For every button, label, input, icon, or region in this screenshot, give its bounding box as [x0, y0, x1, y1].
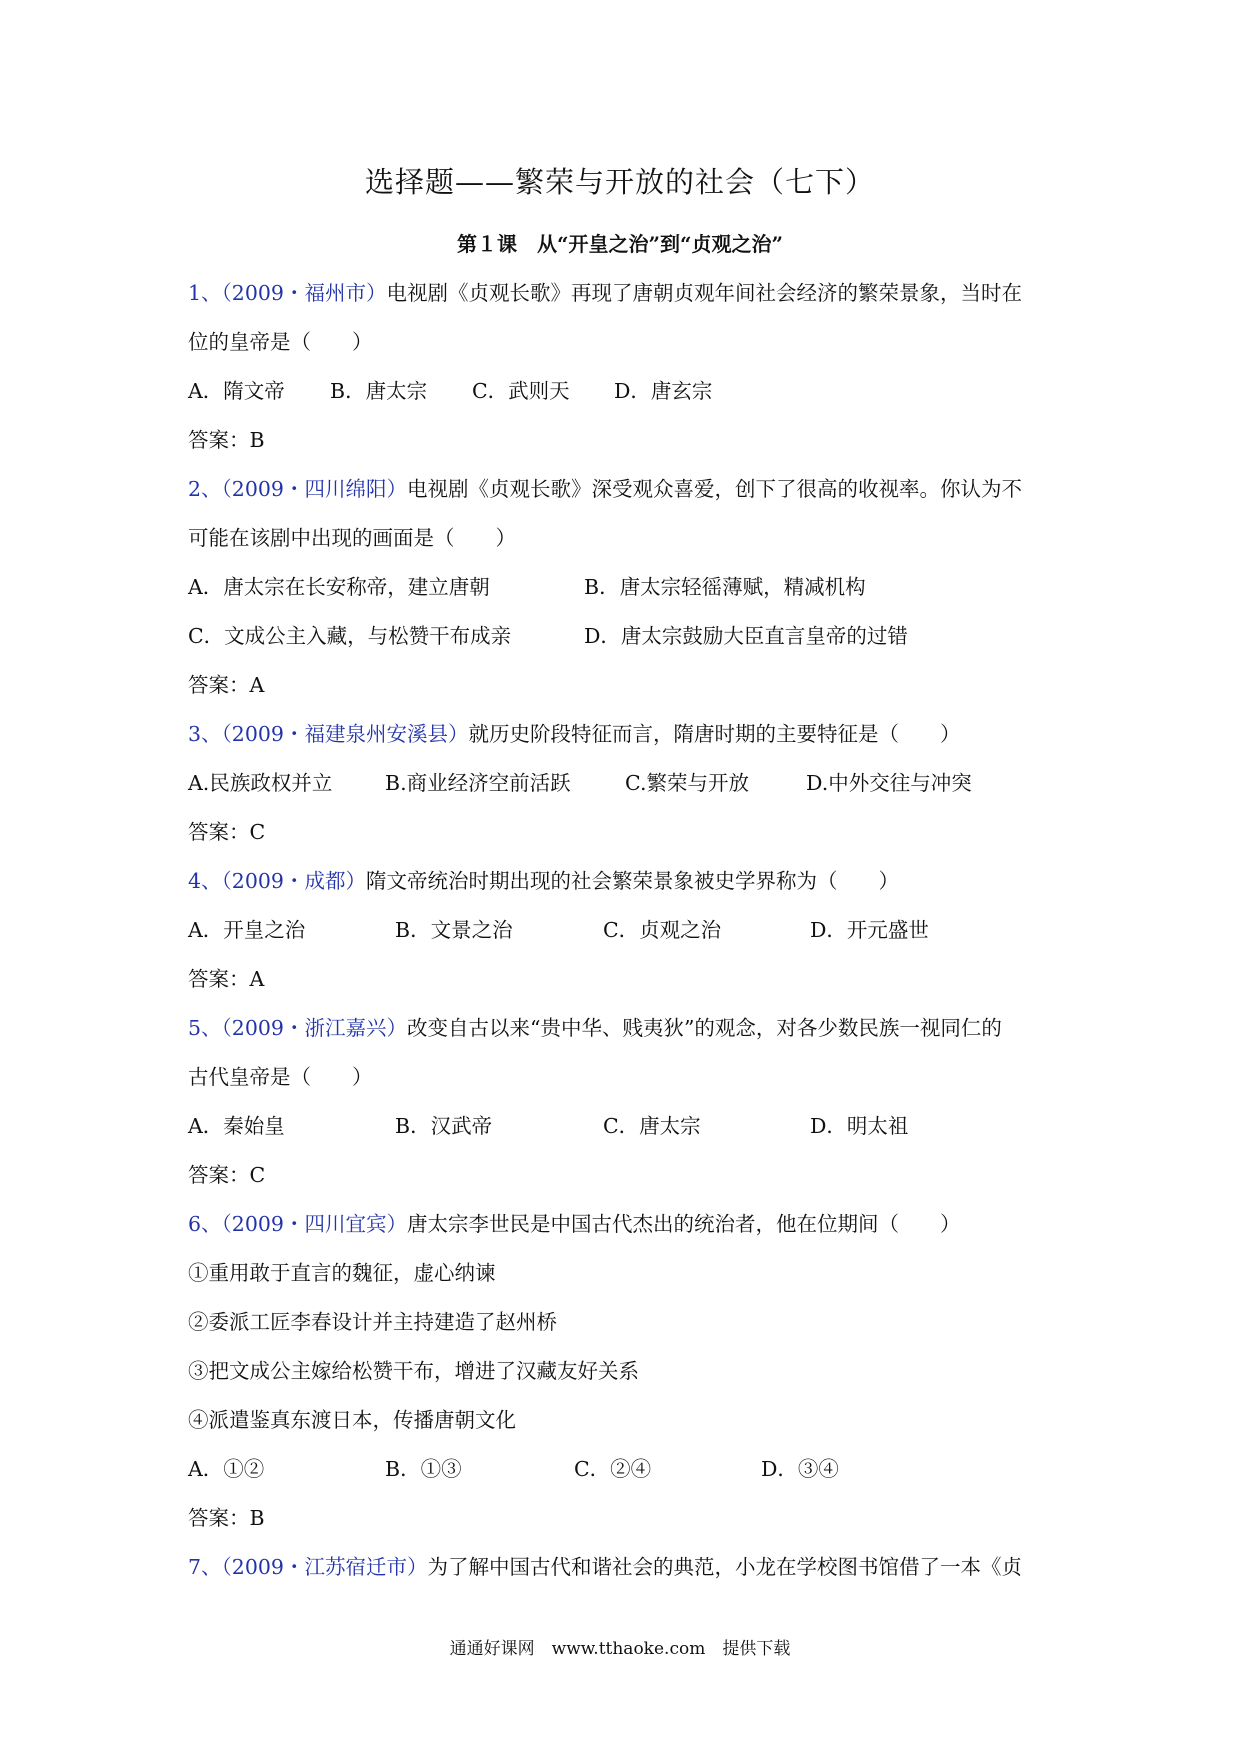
answer-label: 答案：	[188, 967, 250, 991]
option-a: A．隋文帝	[188, 379, 285, 403]
question-2-line-1	[188, 472, 1022, 502]
answer-value: B	[249, 1506, 265, 1530]
question-1-line-2: 位的皇帝是（ ）	[188, 330, 373, 354]
option-c: C．文成公主入藏，与松赞干布成亲	[188, 624, 512, 648]
question-source: （2009・浙江嘉兴）	[221, 1016, 407, 1040]
option-c: C．贞观之治	[603, 918, 722, 942]
option-a: A．①②	[188, 1457, 265, 1481]
question-text: 电视剧《贞观长歌》深受观众喜爱，创下了很高的收视率。你认为不	[406, 477, 1022, 501]
option-b: B．唐太宗	[330, 379, 428, 403]
question-4-answer	[188, 962, 264, 992]
question-5-line-1	[188, 1011, 1002, 1041]
question-text: 就历史阶段特征而言，隋唐时期的主要特征是（ ）	[468, 722, 961, 746]
question-source: （2009・福州市）	[221, 281, 387, 305]
answer-label: 答案：	[188, 673, 250, 697]
option-d: D．唐玄宗	[614, 379, 713, 403]
question-source: （2009・福建泉州安溪县）	[221, 722, 469, 746]
question-6-item-2: ②委派工匠李春设计并主持建造了赵州桥	[188, 1310, 557, 1334]
answer-value: C	[249, 820, 266, 844]
lesson-heading: 第１课 从“开皇之治”到“贞观之治”	[456, 232, 783, 256]
option-b: B．①③	[385, 1457, 462, 1481]
question-3-answer	[188, 815, 265, 845]
question-3-line-1	[188, 717, 960, 747]
question-source: （2009・江苏宿迁市）	[221, 1555, 428, 1579]
question-5-answer	[188, 1158, 265, 1188]
option-d: D．明太祖	[810, 1114, 909, 1138]
question-text: 电视剧《贞观长歌》再现了唐朝贞观年间社会经济的繁荣景象，当时在	[386, 281, 1022, 305]
option-c: C．②④	[574, 1457, 652, 1481]
option-c: C．唐太宗	[603, 1114, 701, 1138]
answer-value: A	[249, 967, 265, 991]
question-6-item-4: ④派遣鉴真东渡日本，传播唐朝文化	[188, 1408, 516, 1432]
question-6-item-3: ③把文成公主嫁给松赞干布，增进了汉藏友好关系	[188, 1359, 639, 1383]
question-number: 5、	[188, 1016, 222, 1040]
option-d: D．③④	[761, 1457, 839, 1481]
question-source: （2009・四川绵阳）	[221, 477, 407, 501]
question-text: 唐太宗李世民是中国古代杰出的统治者，他在位期间（ ）	[406, 1212, 961, 1236]
question-source: （2009・成都）	[221, 869, 366, 893]
question-1-answer	[188, 423, 265, 453]
answer-label: 答案：	[188, 428, 250, 452]
question-number: 4、	[188, 869, 222, 893]
question-2-answer	[188, 668, 264, 698]
answer-value: B	[249, 428, 265, 452]
answer-label: 答案：	[188, 1163, 250, 1187]
option-b: B．唐太宗轻徭薄赋，精减机构	[584, 575, 866, 599]
question-6-item-1: ①重用敢于直言的魏征，虚心纳谏	[188, 1261, 496, 1285]
option-a: A．开皇之治	[188, 918, 306, 942]
question-text: 改变自古以来“贵中华、贱夷狄”的观念，对各少数民族一视同仁的	[406, 1016, 1002, 1040]
answer-value: C	[249, 1163, 266, 1187]
option-d: D．开元盛世	[810, 918, 929, 942]
answer-label: 答案：	[188, 1506, 250, 1530]
question-number: 6、	[188, 1212, 222, 1236]
option-d: D.中外交往与冲突	[806, 771, 972, 795]
option-c: C．武则天	[472, 379, 570, 403]
page-title: 选择题——繁荣与开放的社会（七下）	[364, 165, 875, 199]
question-5-line-2: 古代皇帝是（ ）	[188, 1065, 373, 1089]
question-number: 7、	[188, 1555, 222, 1579]
answer-value: A	[249, 673, 265, 697]
option-a: A.民族政权并立	[188, 771, 333, 795]
question-6-line-1	[188, 1207, 960, 1237]
option-a: A．唐太宗在长安称帝，建立唐朝	[188, 575, 490, 599]
question-7-line-1	[188, 1550, 1022, 1580]
question-number: 3、	[188, 722, 222, 746]
option-b: B．文景之治	[395, 918, 513, 942]
option-b: B．汉武帝	[395, 1114, 493, 1138]
question-text: 为了解中国古代和谐社会的典范，小龙在学校图书馆借了一本《贞	[427, 1555, 1022, 1579]
option-c: C.繁荣与开放	[625, 771, 749, 795]
question-2-line-2: 可能在该剧中出现的画面是（ ）	[188, 526, 516, 550]
page-footer: 通通好课网 www.tthaoke.com 提供下载	[449, 1639, 791, 1659]
question-number: 2、	[188, 477, 222, 501]
question-1-line-1	[188, 276, 1022, 306]
question-text: 隋文帝统治时期出现的社会繁荣景象被史学界称为（ ）	[365, 869, 899, 893]
option-a: A．秦始皇	[188, 1114, 285, 1138]
option-b: B.商业经济空前活跃	[385, 771, 571, 795]
answer-label: 答案：	[188, 820, 250, 844]
question-number: 1、	[188, 281, 222, 305]
question-source: （2009・四川宜宾）	[221, 1212, 407, 1236]
question-6-answer	[188, 1501, 265, 1531]
question-4-line-1	[188, 864, 899, 894]
option-d: D．唐太宗鼓励大臣直言皇帝的过错	[584, 624, 908, 648]
